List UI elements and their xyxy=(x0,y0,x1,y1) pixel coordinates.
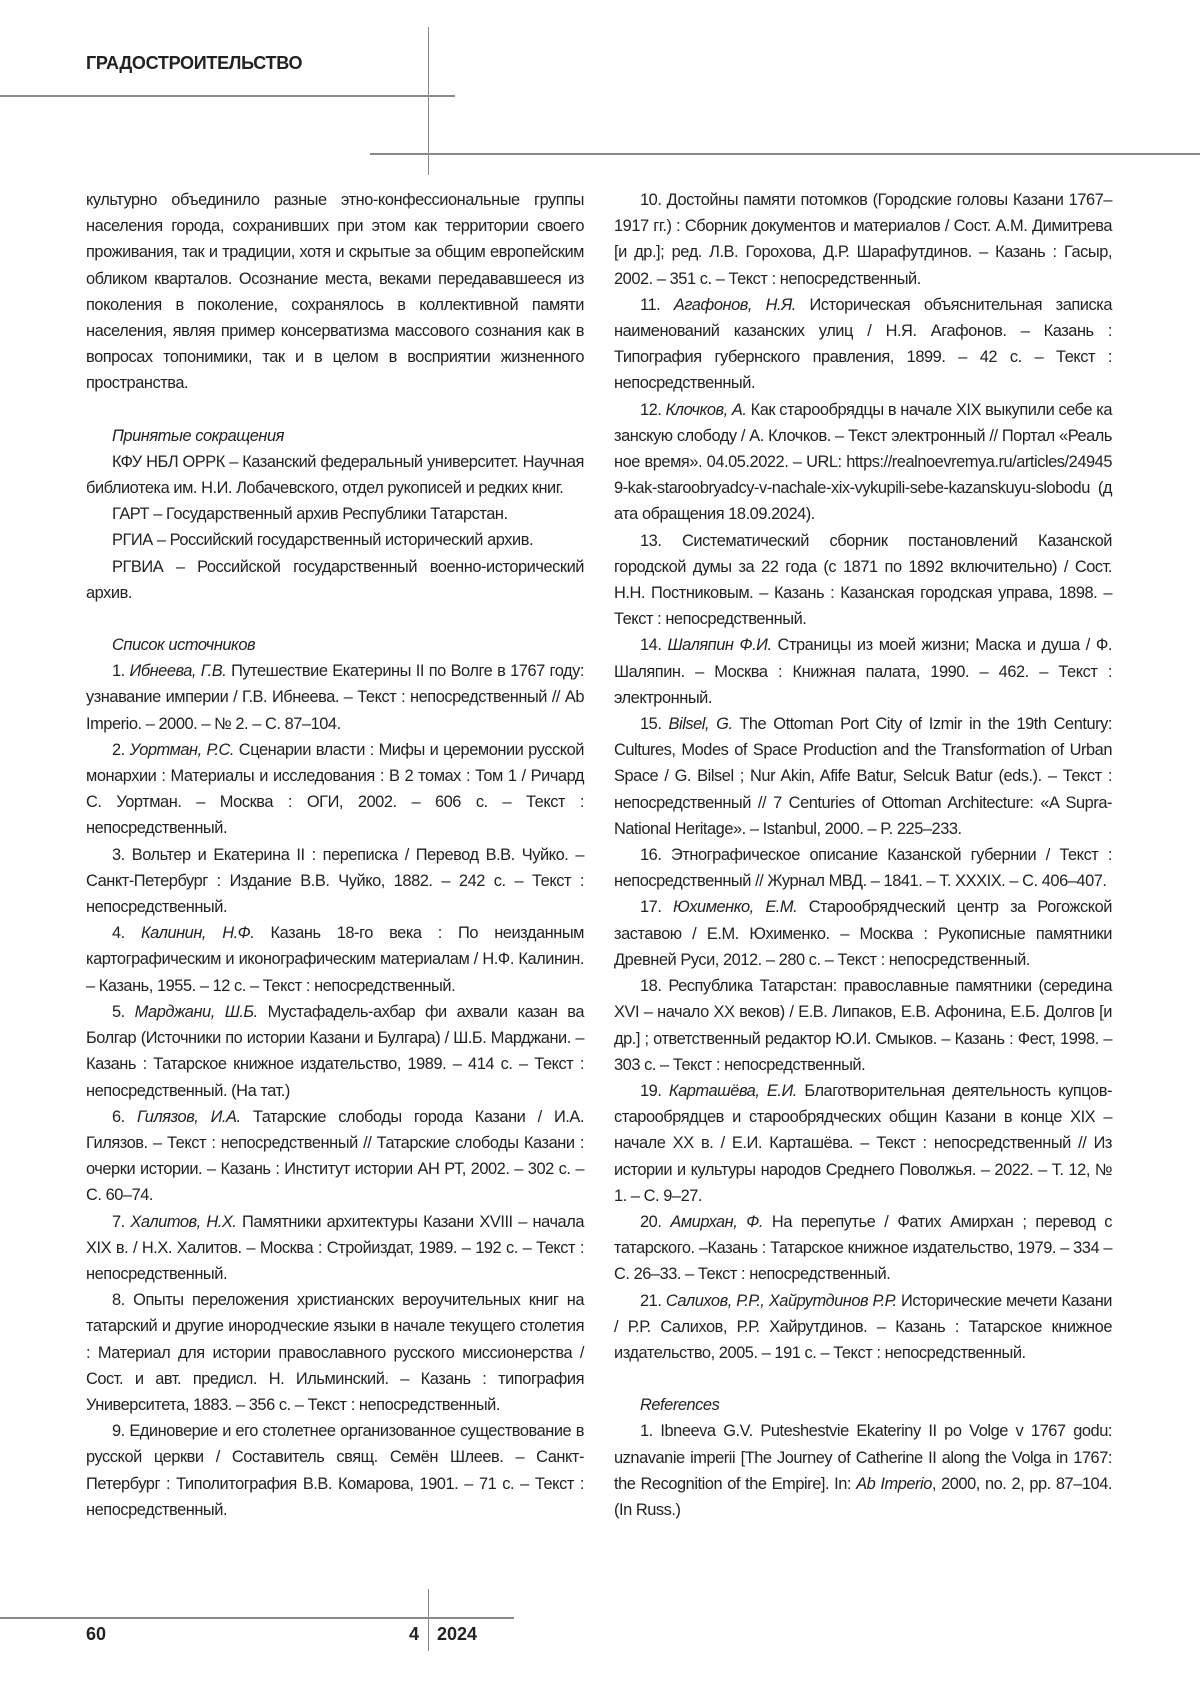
source-text: Исторические мечети Казани / Р.Р. Салихов, Р.Р. Хайрутдинов. – Казань : Татарское книжное издательство, 2005. – 191 с. – Текст : непосредственный. xyxy=(614,1292,1112,1362)
source-text: Мустафадель-ахбар фи ахвали казан ва Болгар (Источники по истории Казани и Булгара) / Ш.Б. Марджани. – Казань : Татарское книжное издательство, 1989. – 414 с. – Текст : непосредственный. (На тат.) xyxy=(86,1003,584,1100)
source-number: 12. xyxy=(640,401,666,419)
reference-item xyxy=(614,1418,1112,1523)
source-number: 11. xyxy=(640,296,674,314)
source-number: 19. xyxy=(640,1082,669,1100)
sources-list-left xyxy=(86,658,584,1523)
source-item xyxy=(614,1288,1112,1367)
source-item xyxy=(614,1078,1112,1209)
source-number: 8. xyxy=(112,1291,133,1309)
source-number: 14. xyxy=(640,636,667,654)
intro-paragraph: культурно объединило разные этно-конфессиональные группы населения города, сохранивших при этом как территории своего проживания, так и традиции, хотя и скрытые за общим европейским обликом кварталов. Осознание места, веками передававшееся из поколения в поколение, сохранялось в коллективной памяти населения, являя пример консерватизма массового сознания как в вопросах топонимики, так и в целом в восприятии жизненного пространства. xyxy=(86,187,584,397)
source-author: Юхименко, Е.М. xyxy=(673,898,797,916)
abbreviation-item: КФУ НБЛ ОРРК – Казанский федеральный университет. Научная библиотека им. Н.И. Лобачевского, отдел рукописей и редких книг. xyxy=(86,449,584,501)
source-number: 6. xyxy=(112,1108,137,1126)
source-item xyxy=(86,920,584,999)
abbreviation-item: РГИА – Российский государственный исторический архив. xyxy=(86,527,584,553)
source-item xyxy=(614,187,1112,292)
source-text: The Ottoman Port City of Izmir in the 19th Century: Cultures, Modes of Space Production and the Transformation of Urban Space / G. Bilsel ; Nur Akin, Afife Batur, Selcuk Batur (eds.). – Текст : непосредственный // 7 Centuries of Ottoman Architecture: «A Supra-National Heritage». – Istanbul, 2000. – P. 225–233. xyxy=(614,715,1112,838)
source-author: Карташёва, Е.И. xyxy=(669,1082,797,1100)
source-number: 20. xyxy=(640,1213,670,1231)
section-title: ГРАДОСТРОИТЕЛЬСТВО xyxy=(86,53,302,74)
source-text: Этнографическое описание Казанской губернии / Текст : непосредственный // Журнал МВД. – 1841. – Т. XXXIX. – С. 406–407. xyxy=(614,846,1112,890)
source-item xyxy=(86,1418,584,1523)
source-item xyxy=(614,1209,1112,1288)
source-number: 21. xyxy=(640,1292,666,1310)
source-number: 1. xyxy=(112,662,130,680)
source-number: 3. xyxy=(112,846,132,864)
source-item xyxy=(86,1287,584,1418)
source-text: Достойны памяти потомков (Городские головы Казани 1767–1917 гг.) : Сборник документов и материалов / Сост. А.М. Димитрева [и др.]; ред. Л.В. Горохова, Д.Р. Шарафутдинов. – Казань : Гасыр, 2002. – 351 с. – Текст : непосредственный. xyxy=(614,191,1112,288)
source-number: 5. xyxy=(112,1003,135,1021)
source-number: 4. xyxy=(112,924,141,942)
source-number: 7. xyxy=(112,1213,130,1231)
source-text: Татарские слободы города Казани / И.А. Гилязов. – Текст : непосредственный // Татарские слободы Казани : очерки истории. – Казань : Институт истории АН РТ, 2002. – 302 с. – С. 60–74. xyxy=(86,1108,584,1205)
page-number: 60 xyxy=(86,1624,106,1645)
source-text: Страницы из моей жизни; Маска и душа / Ф. Шаляпин. – Москва : Книжная палата, 1990. – 462. – Текст : электронный. xyxy=(614,636,1112,706)
abbreviation-item: ГАРТ – Государственный архив Республики Татарстан. xyxy=(86,501,584,527)
source-author: Клочков, А. xyxy=(666,401,747,419)
source-text: На перепутье / Фатих Амирхан ; перевод с татарского. –Казань : Татарское книжное издательство, 1979. – 334 – С. 26–33. – Текст : непосредственный. xyxy=(614,1213,1112,1283)
source-author: Агафонов, Н.Я. xyxy=(674,296,796,314)
footer-rule xyxy=(0,1617,514,1619)
source-author: Калинин, Н.Ф. xyxy=(141,924,254,942)
source-item xyxy=(614,528,1112,633)
source-author: Салихов, Р.Р., Хайрутдинов Р.Р. xyxy=(666,1292,897,1310)
source-text: Казань 18-го века : По неизданным картографическим и иконографическим материалам / Н.Ф. Калинин. – Казань, 1955. – 12 с. – Текст : непосредственный. xyxy=(86,924,584,994)
source-item xyxy=(86,737,584,842)
source-item xyxy=(86,1209,584,1288)
source-text: Старообрядческий центр за Рогожской заставою / Е.М. Юхименко. – Москва : Рукописные памятники Древней Руси, 2012. – 280 с. – Текст : непосредственный. xyxy=(614,898,1112,968)
reference-tail: , 2000, no. 2, pp. 87–104. (In Russ.) xyxy=(614,1475,1112,1519)
source-text: Вольтер и Екатерина II : переписка / Перевод В.В. Чуйко. – Санкт-Петербург : Издание В.В. Чуйко, 1882. – 242 с. – Текст : непосредственный. xyxy=(86,846,584,916)
source-item xyxy=(614,397,1112,528)
source-item xyxy=(86,658,584,737)
source-author: Ибнеева, Г.В. xyxy=(130,662,227,680)
source-text: Единоверие и его столетнее организованное существование в русской церкви / Составитель свящ. Семён Шлеев. – Санкт-Петербург : Типолитография В.В. Комарова, 1901. – 71 с. – Текст : непосредственный. xyxy=(86,1422,584,1519)
source-text: Систематический сборник постановлений Казанской городской думы за 22 года (с 1871 по 1892 включительно) / Сост. Н.Н. Постниковым. – Казань : Казанская городская управа, 1898. – Текст : непосредственный. xyxy=(614,532,1112,629)
issue-number: 4 xyxy=(409,1624,419,1645)
source-text: Как старообрядцы в начале XIX выкупили себе казанскую слободу / А. Клочков. – Текст электронный // Портал «Реальное время». 04.05.2022. – URL: https://realnoevremya.ru/articles/249459-kak-staroobryadcy-v-nachale-xix-vykupili-sebe-kazanskuyu-slobodu (дата обращения 18.09.2024). xyxy=(614,401,1112,524)
source-number: 16. xyxy=(640,846,671,864)
references-heading: References xyxy=(614,1392,1112,1418)
source-item xyxy=(614,711,1112,842)
source-text: Республика Татарстан: православные памятники (середина XVI – начало XX веков) / Е.В. Липаков, Е.В. Афонина, Е.Б. Долгов [и др.] ; ответственный редактор Ю.И. Смыков. – Казань : Фест, 1998. – 303 с. – Текст : непосредственный. xyxy=(614,977,1112,1074)
source-author: Шаляпин Ф.И. xyxy=(667,636,771,654)
source-text: Благотворительная деятельность купцов-старообрядцев и старообрядческих общин Казани в конце XIX – начале XX в. / Е.И. Карташёва. – Текст : непосредственный // Из истории и культуры народов Среднего Поволжья. – 2022. – Т. 12, № 1. – С. 9–27. xyxy=(614,1082,1112,1205)
source-number: 2. xyxy=(112,741,130,759)
source-text: Историческая объяснительная записка наименований казанских улиц / Н.Я. Агафонов. – Казань : Типография губернского правления, 1899. – 42 с. – Текст : непосредственный. xyxy=(614,296,1112,393)
source-text: Памятники архитектуры Казани XVIII – начала XIX в. / Н.Х. Халитов. – Москва : Стройиздат, 1989. – 192 с. – Текст : непосредственный. xyxy=(86,1213,584,1283)
reference-journal: Ab Imperio xyxy=(856,1475,932,1493)
source-author: Амирхан, Ф. xyxy=(670,1213,763,1231)
abbreviations-heading: Принятые сокращения xyxy=(86,423,584,449)
source-number: 9. xyxy=(112,1422,129,1440)
source-author: Уортман, Р.С. xyxy=(130,741,234,759)
abbreviations-list xyxy=(86,449,584,606)
source-author: Халитов, Н.Х. xyxy=(130,1213,236,1231)
source-text: Путешествие Екатерины II по Волге в 1767 году: узнавание империи / Г.В. Ибнеева. – Текст : непосредственный // Ab Imperio. – 2000. – № 2. – С. 87–104. xyxy=(86,662,584,732)
source-item xyxy=(614,894,1112,973)
source-number: 10. xyxy=(640,191,667,209)
source-text: Опыты переложения христианских вероучительных книг на татарский и другие инородческие языки в начале текущего столетия : Материал для истории православного русского миссионерства / Сост. и авт. предисл. Н. Ильминский. – Казань : типография Университета, 1883. – 356 с. – Текст : непосредственный. xyxy=(86,1291,584,1414)
source-text: Сценарии власти : Мифы и церемонии русской монархии : Материалы и исследования : В 2 томах : Том 1 / Ричард С. Уортман. – Москва : ОГИ, 2002. – 606 с. – Текст : непосредственный. xyxy=(86,741,584,838)
sources-heading: Список источников xyxy=(86,632,584,658)
source-author: Bilsel, G. xyxy=(669,715,733,733)
issue-year: 2024 xyxy=(437,1624,477,1645)
left-column xyxy=(86,187,584,1523)
source-number: 18. xyxy=(640,977,668,995)
source-item xyxy=(614,973,1112,1078)
right-column xyxy=(614,187,1112,1523)
source-author: Марджани, Ш.Б. xyxy=(135,1003,258,1021)
sources-list-right xyxy=(614,187,1112,1366)
source-item xyxy=(614,842,1112,894)
source-number: 15. xyxy=(640,715,669,733)
source-item xyxy=(614,292,1112,397)
footer-vertical-rule xyxy=(428,1589,429,1651)
references-list xyxy=(614,1418,1112,1523)
reference-text: 1. Ibneeva G.V. Puteshestvie Ekateriny II po Volge v 1767 godu: uznavanie imperii [The Journey of Catherine II along the Volga in 1767: the Recognition of the Empire]. In: xyxy=(614,1422,1112,1492)
source-item xyxy=(614,632,1112,711)
source-item xyxy=(86,1104,584,1209)
source-number: 13. xyxy=(640,532,682,550)
source-item xyxy=(86,842,584,921)
source-author: Гилязов, И.А. xyxy=(137,1108,241,1126)
source-item xyxy=(86,999,584,1104)
source-number: 17. xyxy=(640,898,673,916)
header-rule-1 xyxy=(0,95,455,97)
abbreviation-item: РГВИА – Российской государственный военно-исторический архив. xyxy=(86,554,584,606)
header-rule-2 xyxy=(370,153,1200,155)
